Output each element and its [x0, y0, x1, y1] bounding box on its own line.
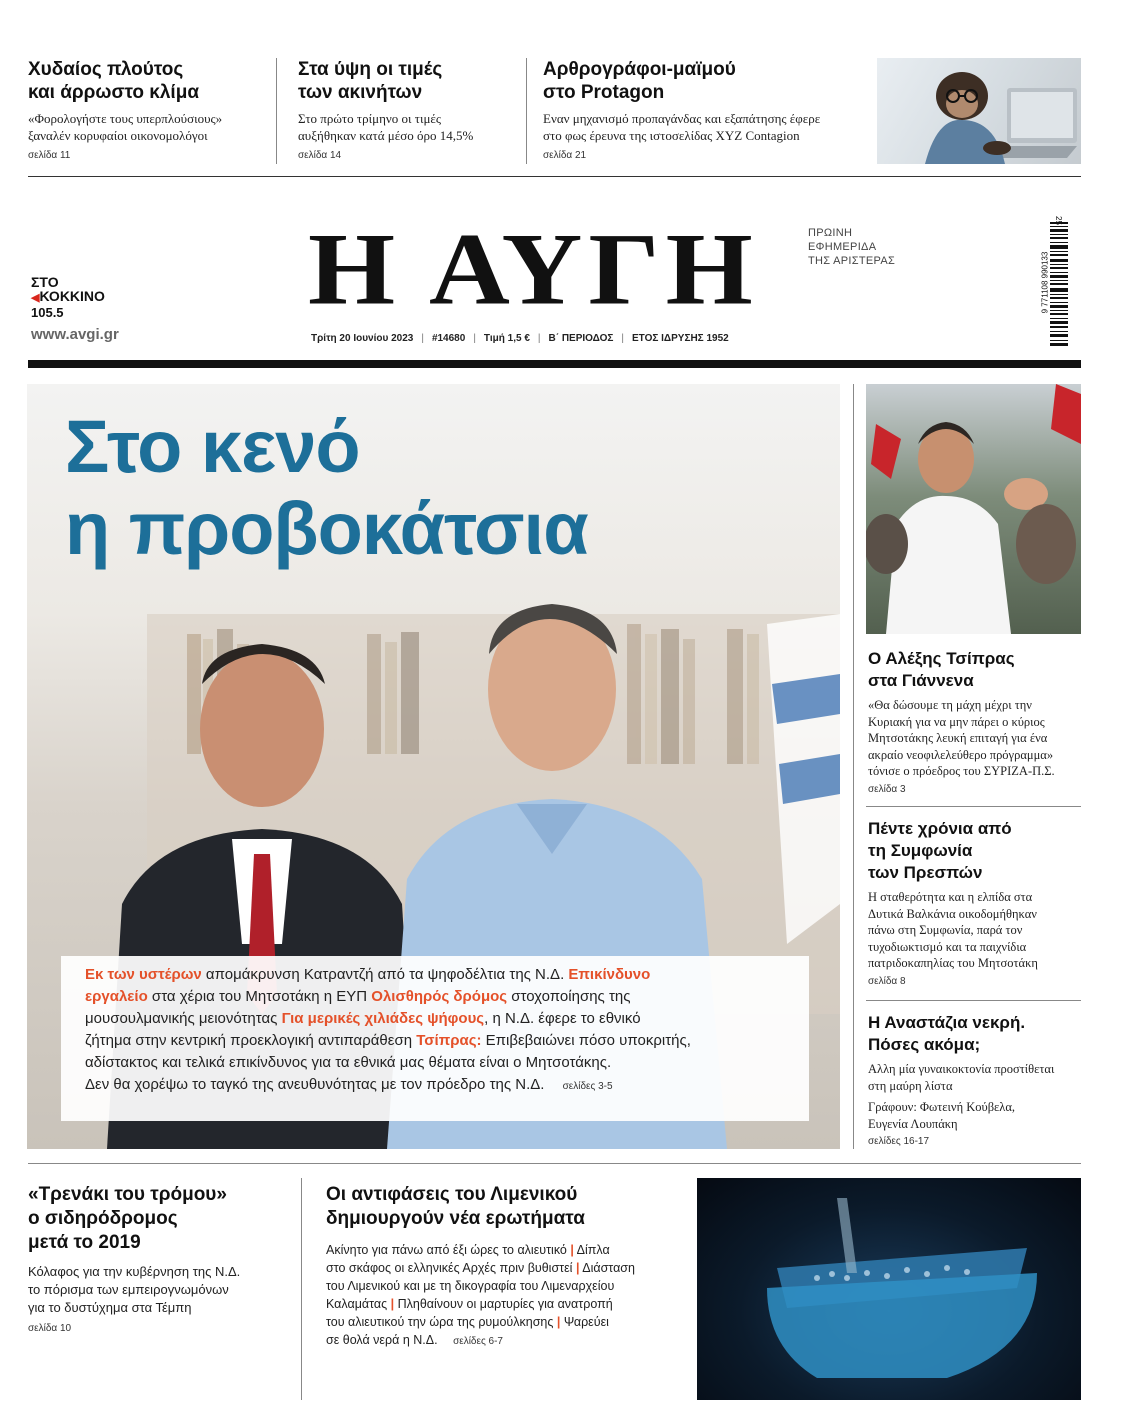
chimp-illustration — [877, 58, 1081, 164]
masthead-title: Η ΑΥΓΗ — [308, 212, 759, 327]
tagline-line2: ΕΦΗΜΕΡΙΔΑ — [808, 241, 877, 253]
bottom-middle-title-l1: Οι αντιφάσεις του Λιμενικού — [326, 1184, 578, 1205]
right-story-3-title-l1: Η Αναστάζια νεκρή. — [868, 1013, 1026, 1032]
top-story-2-body-l2: αυξήθηκαν κατά μέσο όρο 14,5% — [298, 128, 474, 143]
radio-logo-line1: ΣΤΟ — [31, 274, 59, 290]
hero-story[interactable] — [27, 384, 840, 1149]
right-story-2-title-l1: Πέντε χρόνια από — [868, 819, 1012, 838]
bottom-left-body: Κόλαφος για την κυβέρνηση της Ν.Δ. — [28, 1264, 241, 1279]
website-link[interactable]: www.avgi.gr — [31, 326, 119, 343]
right-story-2[interactable] — [868, 818, 1080, 987]
bottom-middle-title-l2: δημιουργούν νέα ερωτήματα — [326, 1208, 585, 1229]
top-story-2-title-l2: των ακινήτων — [298, 82, 423, 103]
hero-headline[interactable] — [65, 406, 588, 570]
right-story-3-body: Γράφουν: Φωτεινή Κούβελα, — [868, 1100, 1016, 1114]
right-story-3-body: Ευγενία Λουπάκη — [868, 1116, 958, 1131]
radio-logo-line2: ◀ΚΟΚΚΙΝΟ — [31, 288, 105, 304]
divider — [866, 806, 1081, 807]
top-story-3-body-l2: στο φως έρευνα της ιστοσελίδας XYZ Contagion — [543, 128, 800, 143]
summary-line6: Δεν θα χορέψω το ταγκό της ανευθυνότητας με τον πρόεδρο της Ν.Δ. σελίδες 3-5 — [85, 1076, 613, 1093]
top-story-2[interactable] — [298, 58, 518, 161]
right-story-3-body: στη μαύρη λίστα — [868, 1078, 953, 1093]
divider — [276, 58, 277, 164]
chimp-laptop-photo[interactable] — [877, 58, 1081, 164]
divider — [853, 384, 854, 1149]
summary-line5: αδίστακτος και τελικά επικίνδυνος για τα εθνικά μας θέματα είναι ο Μητσοτάκης. — [85, 1054, 612, 1071]
right-story-1-body: τόνισε ο πρόεδρος του ΣΥΡΙΖΑ-Π.Σ. — [868, 764, 1055, 778]
issue-period: Β΄ ΠΕΡΙΟΔΟΣ — [548, 333, 614, 344]
bottom-middle-body: Ακίνητο για πάνω από έξι ώρες το αλιευτικό | Δίπλα στο σκάφος οι ελληνικές Αρχές πριν βυθιστεί | Διάσταση του Λιμενικού και με τη δικογραφία του Λιμεναρχείου Καλαμάτας | Πληθαίνουν οι μαρτυρίες για ανατροπή του αλιευτικού την ώρα της ρυμούλκησης | Ψαρεύει σε θολά νερά η Ν.Δ. σελίδες 6-7 — [326, 1243, 635, 1347]
hero-summary — [61, 956, 809, 1121]
founded-year: ΕΤΟΣ ΙΔΡΥΣΗΣ 1952 — [631, 333, 729, 344]
bottom-middle-page: σελίδες 6-7 — [453, 1336, 503, 1347]
issue-price: Τιμή 1,5 € — [483, 333, 530, 344]
right-story-1-page: σελίδα 3 — [868, 783, 906, 795]
issue-date: Τρίτη 20 Ιουνίου 2023 — [311, 333, 414, 344]
right-story-1-title-l2: στα Γιάννενα — [868, 671, 974, 690]
top-story-1-title-l1: Χυδαίος πλούτος — [28, 59, 184, 80]
tagline-line3: ΤΗΣ ΑΡΙΣΤΕΡΑΣ — [808, 255, 896, 267]
right-story-2-title-l3: των Πρεσπών — [868, 863, 983, 882]
radio-logo-line3: 105.5 — [31, 305, 64, 320]
summary-line1: Εκ των υστέρων απομάκρυνση Κατραντζή από τα ψηφοδέλτια της Ν.Δ. Επικίνδυνο — [85, 966, 651, 983]
top-story-3-title-l2: στο Protagon — [543, 82, 665, 103]
boat-photo[interactable] — [697, 1178, 1081, 1400]
right-story-2-page: σελίδα 8 — [868, 975, 906, 987]
divider — [301, 1178, 302, 1400]
divider — [526, 58, 527, 164]
top-story-3-body-l1: Εναν μηχανισμό προπαγάνδας και εξαπάτησης έφερε — [543, 111, 821, 126]
divider — [866, 1000, 1081, 1001]
top-story-3-page: σελίδα 21 — [543, 150, 587, 161]
summary-line3: μουσουλμανικής μειονότητας Για μερικές χιλιάδες ψήφους, η Ν.Δ. έφερε το εθνικό — [85, 1010, 641, 1027]
top-story-2-body-l1: Στο πρώτο τρίμηνο οι τιμές — [298, 111, 442, 126]
bottom-left-body: το πόρισμα των εμπειρογνωμόνων — [28, 1282, 229, 1297]
right-story-1-body: «Θα δώσουμε τη μάχη μέχρι την — [868, 698, 1032, 712]
radio-logo[interactable] — [31, 276, 105, 320]
bottom-divider — [28, 1163, 1081, 1164]
top-story-1-title-l2: και άρρωστο κλίμα — [28, 82, 200, 103]
top-story-1-page: σελίδα 11 — [28, 150, 71, 161]
summary-line2: εργαλείο στα χέρια του Μητσοτάκη η ΕΥΠ Ολισθηρός δρόμος στοχοποίησης της — [85, 988, 631, 1005]
barcode-issue: 25 — [1053, 216, 1063, 225]
barcode-number: 9 771108 990133 — [1040, 251, 1050, 314]
right-story-3-title-l2: Πόσες ακόμα; — [868, 1035, 981, 1054]
right-story-1-body: Μητσοτάκης λευκή επιταγή για ένα — [868, 731, 1048, 745]
bottom-left-title-l3: μετά το 2019 — [28, 1232, 141, 1253]
right-story-3-page: σελίδες 16-17 — [868, 1136, 930, 1147]
right-story-2-title-l2: τη Συμφωνία — [868, 841, 973, 860]
masthead-tagline — [808, 226, 895, 268]
hero-pages: σελίδες 3-5 — [562, 1081, 613, 1092]
right-story-1-title-l1: Ο Αλέξης Τσίπρας — [868, 649, 1015, 668]
right-story-1-body: ακραίο νεοφιλελεύθερο πρόγραμμα» — [868, 747, 1054, 762]
bottom-left-story[interactable] — [28, 1183, 290, 1334]
top-story-2-page: σελίδα 14 — [298, 150, 342, 161]
right-story-2-body: τυχοδιωκτισμό και τα παιχνίδια — [868, 939, 1027, 954]
right-story-2-body: πατριδοκαπηλίας του Μητσοτάκη — [868, 956, 1038, 970]
right-story-1[interactable] — [868, 648, 1080, 795]
bottom-left-body: για το δυστύχημα στα Τέμπη — [28, 1300, 192, 1315]
tagline-line1: ΠΡΩΙΝΗ — [808, 227, 853, 239]
right-story-2-body: Η σταθερότητα και η ελπίδα στα — [868, 890, 1033, 904]
bottom-left-page: σελίδα 10 — [28, 1323, 72, 1334]
top-story-1[interactable] — [28, 58, 268, 161]
tsipras-rally-illustration — [866, 384, 1081, 634]
masthead-rule — [28, 360, 1081, 368]
summary-line4: ζήτημα στην κεντρική προεκλογική αντιπαράθεση Τσίπρας: Επιβεβαιώνει πόσο υποκριτής, — [85, 1032, 691, 1049]
right-story-2-body: Δυτικά Βαλκάνια οικοδομήθηκαν — [868, 906, 1037, 921]
top-story-2-title-l1: Στα ύψη οι τιμές — [298, 59, 443, 80]
top-divider — [28, 176, 1081, 177]
right-story-2-body: πάνω στη Συμφωνία, παρά τον — [868, 923, 1023, 937]
bottom-middle-story[interactable] — [326, 1183, 686, 1351]
top-story-1-body-l1: «Φορολογήστε τους υπερπλούσιους» — [28, 111, 223, 126]
top-story-3[interactable] — [543, 58, 873, 161]
right-story-3[interactable] — [868, 1012, 1080, 1147]
right-story-1-body: Κυριακή για να μην πάρει ο κύριος — [868, 714, 1045, 729]
tsipras-photo[interactable] — [866, 384, 1081, 634]
right-story-3-body: Αλλη μία γυναικοκτονία προστίθεται — [868, 1062, 1055, 1076]
bottom-left-title-l2: ο σιδηρόδρομος — [28, 1208, 178, 1229]
play-arrow-icon: ◀ — [31, 292, 40, 304]
issue-number: #14680 — [431, 333, 466, 344]
barcode — [1040, 216, 1070, 348]
dateline: Τρίτη 20 Ιουνίου 2023 | #14680 | Τιμή 1,5 € | Β΄ ΠΕΡΙΟΔΟΣ | ΕΤΟΣ ΙΔΡΥΣΗΣ 1952 — [311, 333, 729, 344]
fishing-boat-illustration — [697, 1178, 1081, 1400]
top-story-3-title-l1: Αρθρογράφοι-μαϊμού — [543, 59, 736, 80]
top-story-1-body-l2: ξαναλέν κορυφαίοι οικονομολόγοι — [28, 128, 208, 143]
hero-headline-l2: η προβοκάτσια — [65, 487, 588, 570]
hero-headline-l1: Στο κενό — [65, 405, 360, 488]
bottom-left-title-l1: «Τρενάκι του τρόμου» — [28, 1184, 227, 1205]
